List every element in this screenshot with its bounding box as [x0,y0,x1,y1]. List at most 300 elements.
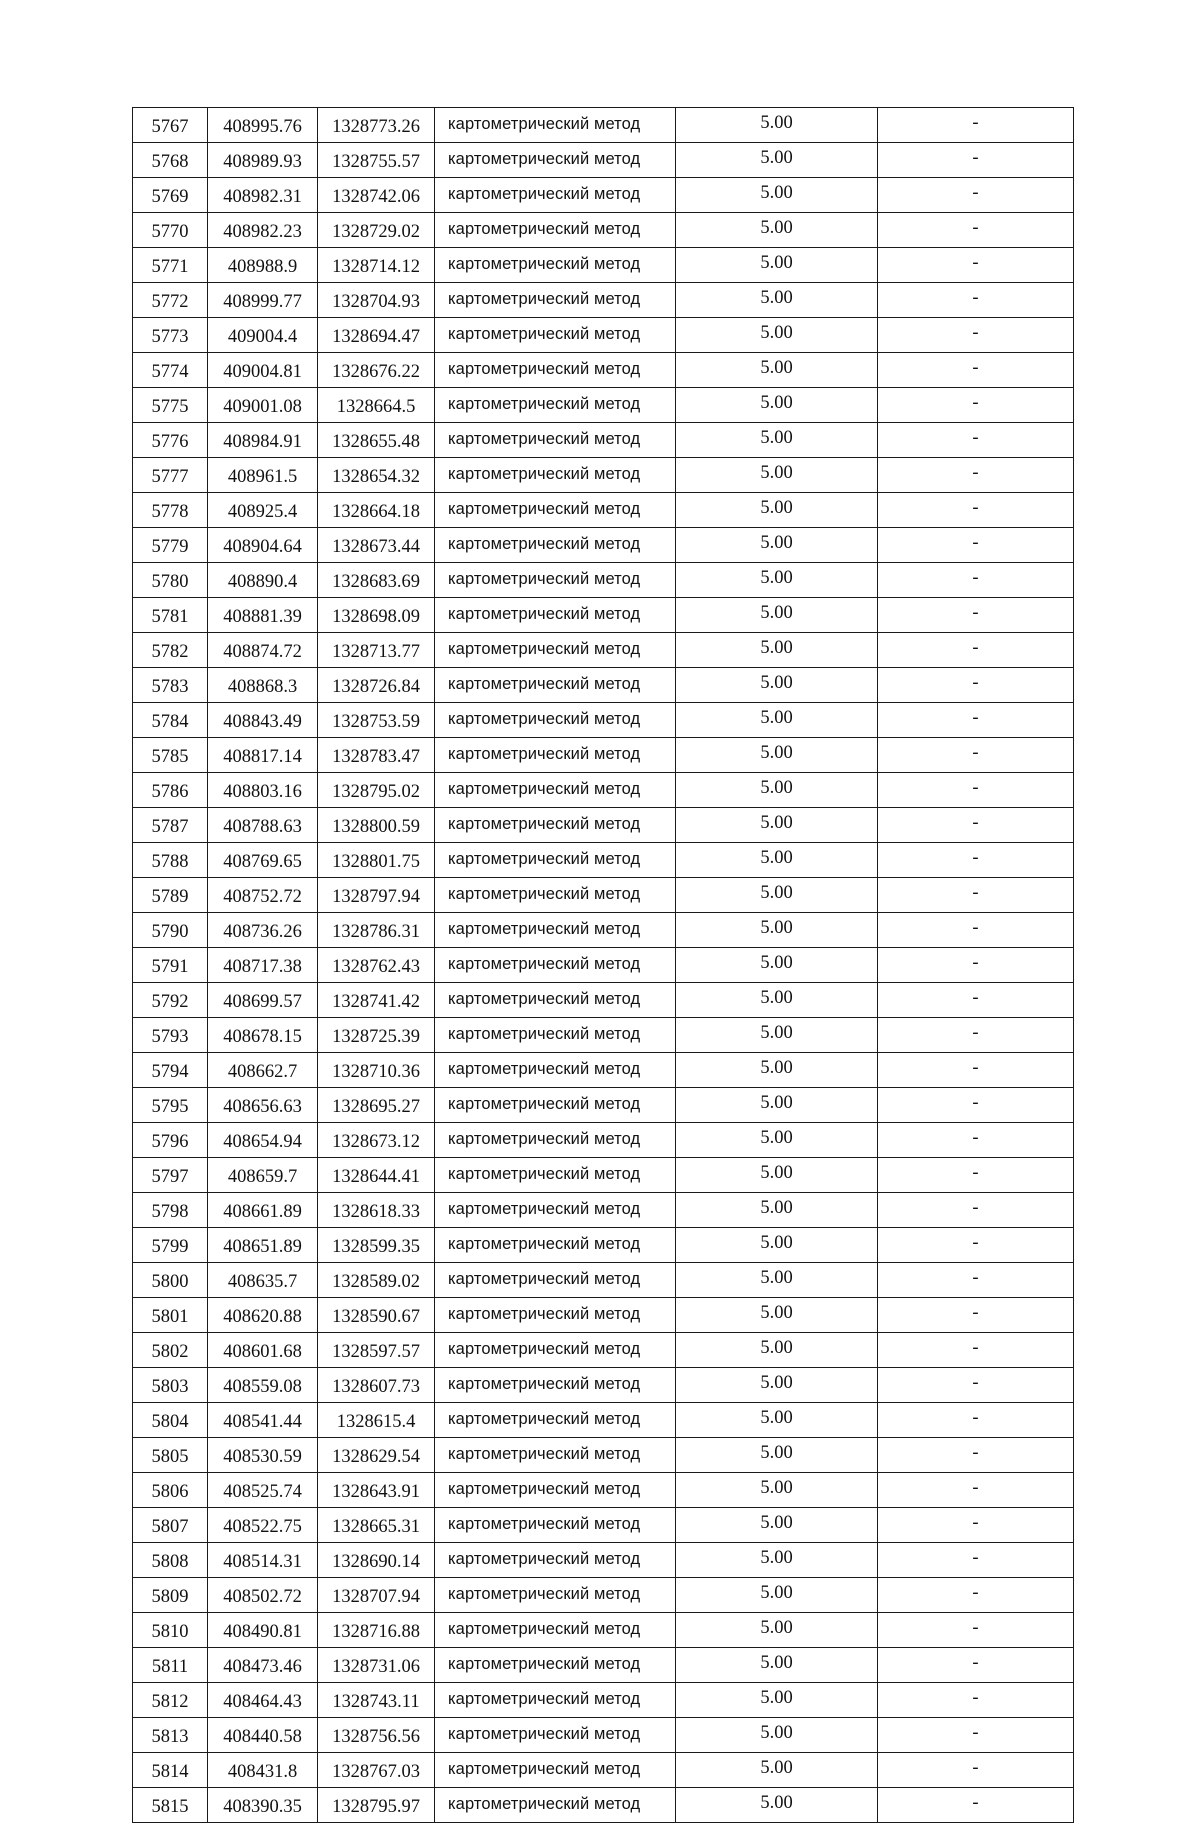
x-coordinate-cell: 408717.38 [208,948,318,983]
dash-cell: - [878,1473,1074,1508]
error-value-cell: 5.00 [676,1508,878,1543]
dash-cell: - [878,1718,1074,1753]
method-cell: картометрический метод [435,283,676,318]
y-coordinate-cell: 1328710.36 [318,1053,435,1088]
method-cell: картометрический метод [435,1578,676,1613]
error-value-cell: 5.00 [676,1088,878,1123]
point-number-cell: 5801 [133,1298,208,1333]
y-coordinate-cell: 1328742.06 [318,178,435,213]
error-value-cell: 5.00 [676,1333,878,1368]
table-row [133,1753,1074,1788]
x-coordinate-cell: 408988.9 [208,248,318,283]
method-cell: картометрический метод [435,983,676,1018]
error-value-cell: 5.00 [676,1683,878,1718]
table-row [133,178,1074,213]
error-value-cell: 5.00 [676,1158,878,1193]
error-value-cell: 5.00 [676,878,878,913]
table-row [133,1018,1074,1053]
error-value-cell: 5.00 [676,1543,878,1578]
method-cell: картометрический метод [435,1158,676,1193]
method-cell: картометрический метод [435,458,676,493]
table-row [133,1543,1074,1578]
dash-cell: - [878,1088,1074,1123]
dash-cell: - [878,843,1074,878]
x-coordinate-cell: 408868.3 [208,668,318,703]
dash-cell: - [878,633,1074,668]
x-coordinate-cell: 408881.39 [208,598,318,633]
table-row [133,353,1074,388]
method-cell: картометрический метод [435,1508,676,1543]
y-coordinate-cell: 1328599.35 [318,1228,435,1263]
point-number-cell: 5778 [133,493,208,528]
x-coordinate-cell: 408530.59 [208,1438,318,1473]
x-coordinate-cell: 408541.44 [208,1403,318,1438]
point-number-cell: 5799 [133,1228,208,1263]
table-row [133,493,1074,528]
table-row [133,1228,1074,1263]
table-row [133,1368,1074,1403]
table-row [133,1158,1074,1193]
method-cell: картометрический метод [435,843,676,878]
y-coordinate-cell: 1328716.88 [318,1613,435,1648]
table-row [133,563,1074,598]
table-row [133,1613,1074,1648]
y-coordinate-cell: 1328673.12 [318,1123,435,1158]
dash-cell: - [878,108,1074,143]
dash-cell: - [878,318,1074,353]
error-value-cell: 5.00 [676,843,878,878]
dash-cell: - [878,1403,1074,1438]
error-value-cell: 5.00 [676,108,878,143]
dash-cell: - [878,1368,1074,1403]
error-value-cell: 5.00 [676,178,878,213]
y-coordinate-cell: 1328589.02 [318,1263,435,1298]
x-coordinate-cell: 408525.74 [208,1473,318,1508]
point-number-cell: 5797 [133,1158,208,1193]
method-cell: картометрический метод [435,1543,676,1578]
y-coordinate-cell: 1328597.57 [318,1333,435,1368]
x-coordinate-cell: 408601.68 [208,1333,318,1368]
error-value-cell: 5.00 [676,1438,878,1473]
method-cell: картометрический метод [435,353,676,388]
y-coordinate-cell: 1328783.47 [318,738,435,773]
y-coordinate-cell: 1328797.94 [318,878,435,913]
error-value-cell: 5.00 [676,388,878,423]
point-number-cell: 5807 [133,1508,208,1543]
dash-cell: - [878,878,1074,913]
table-row [133,983,1074,1018]
error-value-cell: 5.00 [676,143,878,178]
table-row [133,318,1074,353]
point-number-cell: 5782 [133,633,208,668]
error-value-cell: 5.00 [676,1753,878,1788]
table-row [133,773,1074,808]
y-coordinate-cell: 1328704.93 [318,283,435,318]
x-coordinate-cell: 408843.49 [208,703,318,738]
dash-cell: - [878,1193,1074,1228]
error-value-cell: 5.00 [676,1053,878,1088]
y-coordinate-cell: 1328800.59 [318,808,435,843]
method-cell: картометрический метод [435,703,676,738]
y-coordinate-cell: 1328753.59 [318,703,435,738]
table-row [133,108,1074,143]
method-cell: картометрический метод [435,1053,676,1088]
dash-cell: - [878,1508,1074,1543]
dash-cell: - [878,598,1074,633]
table-row [133,948,1074,983]
x-coordinate-cell: 408904.64 [208,528,318,563]
dash-cell: - [878,1438,1074,1473]
error-value-cell: 5.00 [676,703,878,738]
x-coordinate-cell: 408522.75 [208,1508,318,1543]
point-number-cell: 5813 [133,1718,208,1753]
y-coordinate-cell: 1328665.31 [318,1508,435,1543]
method-cell: картометрический метод [435,528,676,563]
table-row [133,1718,1074,1753]
error-value-cell: 5.00 [676,738,878,773]
method-cell: картометрический метод [435,1368,676,1403]
error-value-cell: 5.00 [676,913,878,948]
point-number-cell: 5808 [133,1543,208,1578]
error-value-cell: 5.00 [676,563,878,598]
table-row [133,1438,1074,1473]
x-coordinate-cell: 408490.81 [208,1613,318,1648]
point-number-cell: 5811 [133,1648,208,1683]
method-cell: картометрический метод [435,1088,676,1123]
table-row [133,388,1074,423]
method-cell: картометрический метод [435,1613,676,1648]
y-coordinate-cell: 1328773.26 [318,108,435,143]
x-coordinate-cell: 408999.77 [208,283,318,318]
point-number-cell: 5802 [133,1333,208,1368]
dash-cell: - [878,283,1074,318]
error-value-cell: 5.00 [676,1018,878,1053]
point-number-cell: 5814 [133,1753,208,1788]
x-coordinate-cell: 408440.58 [208,1718,318,1753]
dash-cell: - [878,1158,1074,1193]
table-row [133,843,1074,878]
error-value-cell: 5.00 [676,528,878,563]
x-coordinate-cell: 408803.16 [208,773,318,808]
x-coordinate-cell: 408678.15 [208,1018,318,1053]
y-coordinate-cell: 1328618.33 [318,1193,435,1228]
method-cell: картометрический метод [435,913,676,948]
point-number-cell: 5773 [133,318,208,353]
table-row [133,1683,1074,1718]
point-number-cell: 5798 [133,1193,208,1228]
point-number-cell: 5812 [133,1683,208,1718]
error-value-cell: 5.00 [676,773,878,808]
y-coordinate-cell: 1328714.12 [318,248,435,283]
dash-cell: - [878,1648,1074,1683]
y-coordinate-cell: 1328607.73 [318,1368,435,1403]
y-coordinate-cell: 1328694.47 [318,318,435,353]
table-row [133,1508,1074,1543]
y-coordinate-cell: 1328713.77 [318,633,435,668]
dash-cell: - [878,703,1074,738]
y-coordinate-cell: 1328725.39 [318,1018,435,1053]
method-cell: картометрический метод [435,738,676,773]
x-coordinate-cell: 408736.26 [208,913,318,948]
error-value-cell: 5.00 [676,1368,878,1403]
dash-cell: - [878,738,1074,773]
point-number-cell: 5805 [133,1438,208,1473]
table-row [133,808,1074,843]
dash-cell: - [878,423,1074,458]
x-coordinate-cell: 408817.14 [208,738,318,773]
y-coordinate-cell: 1328664.18 [318,493,435,528]
table-row [133,1473,1074,1508]
y-coordinate-cell: 1328590.67 [318,1298,435,1333]
point-number-cell: 5777 [133,458,208,493]
table-row [133,1578,1074,1613]
table-row [133,1333,1074,1368]
dash-cell: - [878,1333,1074,1368]
table-row [133,1788,1074,1823]
method-cell: картометрический метод [435,808,676,843]
error-value-cell: 5.00 [676,353,878,388]
table-row [133,1123,1074,1158]
point-number-cell: 5789 [133,878,208,913]
error-value-cell: 5.00 [676,1613,878,1648]
error-value-cell: 5.00 [676,1263,878,1298]
dash-cell: - [878,1578,1074,1613]
point-number-cell: 5800 [133,1263,208,1298]
method-cell: картометрический метод [435,143,676,178]
method-cell: картометрический метод [435,948,676,983]
dash-cell: - [878,913,1074,948]
y-coordinate-cell: 1328726.84 [318,668,435,703]
x-coordinate-cell: 408514.31 [208,1543,318,1578]
y-coordinate-cell: 1328644.41 [318,1158,435,1193]
dash-cell: - [878,213,1074,248]
method-cell: картометрический метод [435,1683,676,1718]
point-number-cell: 5781 [133,598,208,633]
method-cell: картометрический метод [435,318,676,353]
x-coordinate-cell: 409004.81 [208,353,318,388]
x-coordinate-cell: 409004.4 [208,318,318,353]
error-value-cell: 5.00 [676,1403,878,1438]
error-value-cell: 5.00 [676,458,878,493]
dash-cell: - [878,1753,1074,1788]
y-coordinate-cell: 1328795.02 [318,773,435,808]
method-cell: картометрический метод [435,178,676,213]
error-value-cell: 5.00 [676,1578,878,1613]
x-coordinate-cell: 408559.08 [208,1368,318,1403]
point-number-cell: 5795 [133,1088,208,1123]
table-row [133,1403,1074,1438]
error-value-cell: 5.00 [676,1718,878,1753]
error-value-cell: 5.00 [676,248,878,283]
table-row [133,1053,1074,1088]
point-number-cell: 5794 [133,1053,208,1088]
table-row [133,738,1074,773]
error-value-cell: 5.00 [676,1193,878,1228]
y-coordinate-cell: 1328654.32 [318,458,435,493]
y-coordinate-cell: 1328801.75 [318,843,435,878]
method-cell: картометрический метод [435,388,676,423]
x-coordinate-cell: 408502.72 [208,1578,318,1613]
method-cell: картометрический метод [435,598,676,633]
dash-cell: - [878,983,1074,1018]
point-number-cell: 5787 [133,808,208,843]
y-coordinate-cell: 1328786.31 [318,913,435,948]
dash-cell: - [878,948,1074,983]
error-value-cell: 5.00 [676,633,878,668]
dash-cell: - [878,1053,1074,1088]
x-coordinate-cell: 408654.94 [208,1123,318,1158]
point-number-cell: 5815 [133,1788,208,1823]
table-row [133,598,1074,633]
method-cell: картометрический метод [435,213,676,248]
table-row [133,248,1074,283]
point-number-cell: 5790 [133,913,208,948]
x-coordinate-cell: 408982.23 [208,213,318,248]
method-cell: картометрический метод [435,1648,676,1683]
x-coordinate-cell: 408925.4 [208,493,318,528]
method-cell: картометрический метод [435,1298,676,1333]
y-coordinate-cell: 1328707.94 [318,1578,435,1613]
point-number-cell: 5791 [133,948,208,983]
x-coordinate-cell: 408961.5 [208,458,318,493]
error-value-cell: 5.00 [676,668,878,703]
coordinates-table-body [133,108,1074,1823]
error-value-cell: 5.00 [676,318,878,353]
dash-cell: - [878,1788,1074,1823]
dash-cell: - [878,388,1074,423]
dash-cell: - [878,1018,1074,1053]
error-value-cell: 5.00 [676,1228,878,1263]
y-coordinate-cell: 1328795.97 [318,1788,435,1823]
method-cell: картометрический метод [435,1333,676,1368]
x-coordinate-cell: 408659.7 [208,1158,318,1193]
dash-cell: - [878,1543,1074,1578]
x-coordinate-cell: 408635.7 [208,1263,318,1298]
method-cell: картометрический метод [435,1193,676,1228]
y-coordinate-cell: 1328629.54 [318,1438,435,1473]
error-value-cell: 5.00 [676,1123,878,1158]
y-coordinate-cell: 1328741.42 [318,983,435,1018]
table-row [133,633,1074,668]
x-coordinate-cell: 408390.35 [208,1788,318,1823]
y-coordinate-cell: 1328698.09 [318,598,435,633]
method-cell: картометрический метод [435,108,676,143]
dash-cell: - [878,1298,1074,1333]
y-coordinate-cell: 1328673.44 [318,528,435,563]
dash-cell: - [878,668,1074,703]
point-number-cell: 5776 [133,423,208,458]
error-value-cell: 5.00 [676,1298,878,1333]
table-row [133,703,1074,738]
point-number-cell: 5809 [133,1578,208,1613]
x-coordinate-cell: 408662.7 [208,1053,318,1088]
error-value-cell: 5.00 [676,598,878,633]
point-number-cell: 5806 [133,1473,208,1508]
point-number-cell: 5769 [133,178,208,213]
method-cell: картометрический метод [435,1403,676,1438]
y-coordinate-cell: 1328695.27 [318,1088,435,1123]
method-cell: картометрический метод [435,1788,676,1823]
table-row [133,668,1074,703]
coordinates-table [132,107,1074,1823]
y-coordinate-cell: 1328664.5 [318,388,435,423]
point-number-cell: 5780 [133,563,208,598]
point-number-cell: 5785 [133,738,208,773]
point-number-cell: 5793 [133,1018,208,1053]
point-number-cell: 5803 [133,1368,208,1403]
point-number-cell: 5770 [133,213,208,248]
method-cell: картометрический метод [435,1228,676,1263]
y-coordinate-cell: 1328755.57 [318,143,435,178]
point-number-cell: 5796 [133,1123,208,1158]
error-value-cell: 5.00 [676,1473,878,1508]
method-cell: картометрический метод [435,493,676,528]
dash-cell: - [878,1123,1074,1158]
table-row [133,913,1074,948]
point-number-cell: 5768 [133,143,208,178]
x-coordinate-cell: 408620.88 [208,1298,318,1333]
table-row [133,878,1074,913]
dash-cell: - [878,178,1074,213]
table-row [133,143,1074,178]
dash-cell: - [878,528,1074,563]
method-cell: картометрический метод [435,1123,676,1158]
x-coordinate-cell: 408890.4 [208,563,318,598]
point-number-cell: 5810 [133,1613,208,1648]
y-coordinate-cell: 1328729.02 [318,213,435,248]
y-coordinate-cell: 1328615.4 [318,1403,435,1438]
error-value-cell: 5.00 [676,1788,878,1823]
method-cell: картометрический метод [435,1473,676,1508]
point-number-cell: 5783 [133,668,208,703]
method-cell: картометрический метод [435,633,676,668]
method-cell: картометрический метод [435,1753,676,1788]
dash-cell: - [878,248,1074,283]
dash-cell: - [878,1683,1074,1718]
y-coordinate-cell: 1328756.56 [318,1718,435,1753]
table-row [133,1298,1074,1333]
table-row [133,1088,1074,1123]
x-coordinate-cell: 408982.31 [208,178,318,213]
dash-cell: - [878,1263,1074,1298]
dash-cell: - [878,458,1074,493]
y-coordinate-cell: 1328676.22 [318,353,435,388]
x-coordinate-cell: 408656.63 [208,1088,318,1123]
point-number-cell: 5792 [133,983,208,1018]
method-cell: картометрический метод [435,878,676,913]
y-coordinate-cell: 1328690.14 [318,1543,435,1578]
x-coordinate-cell: 409001.08 [208,388,318,423]
point-number-cell: 5772 [133,283,208,318]
point-number-cell: 5784 [133,703,208,738]
point-number-cell: 5774 [133,353,208,388]
method-cell: картометрический метод [435,1438,676,1473]
point-number-cell: 5767 [133,108,208,143]
point-number-cell: 5775 [133,388,208,423]
x-coordinate-cell: 408984.91 [208,423,318,458]
y-coordinate-cell: 1328767.03 [318,1753,435,1788]
method-cell: картометрический метод [435,1263,676,1298]
point-number-cell: 5804 [133,1403,208,1438]
error-value-cell: 5.00 [676,283,878,318]
y-coordinate-cell: 1328655.48 [318,423,435,458]
error-value-cell: 5.00 [676,213,878,248]
method-cell: картометрический метод [435,1718,676,1753]
dash-cell: - [878,1613,1074,1648]
x-coordinate-cell: 408473.46 [208,1648,318,1683]
method-cell: картометрический метод [435,668,676,703]
x-coordinate-cell: 408769.65 [208,843,318,878]
